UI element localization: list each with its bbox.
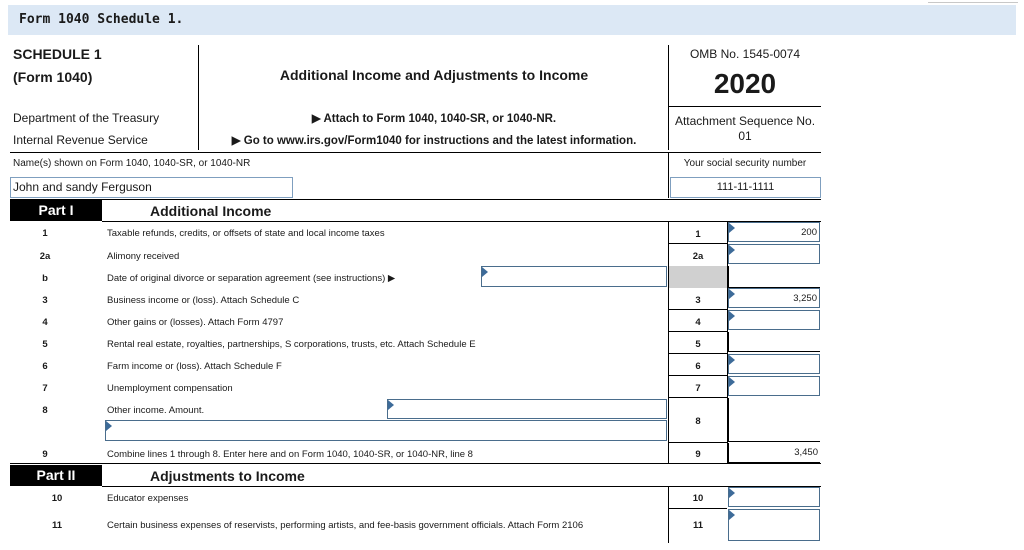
box-rule xyxy=(669,442,727,443)
line-3-amount[interactable]: 3,250 xyxy=(728,288,820,308)
line-box-number: 5 xyxy=(695,339,701,350)
line-number: b xyxy=(42,273,48,284)
line-10-amount[interactable] xyxy=(728,487,820,507)
column-divider xyxy=(668,487,669,543)
line-9-amount: 3,450 xyxy=(728,443,820,463)
line-box-number: 4 xyxy=(695,317,701,328)
line-b-amount-shaded xyxy=(728,266,820,288)
box-rule xyxy=(669,331,727,332)
part2-title-rule xyxy=(102,486,821,487)
line-1-amount[interactable]: 200 xyxy=(728,222,820,242)
field-marker-icon xyxy=(729,311,735,321)
form-label: (Form 1040) xyxy=(13,69,93,85)
field-marker-icon xyxy=(388,400,394,410)
box-rule xyxy=(669,508,727,509)
column-divider xyxy=(727,222,728,464)
goto-instruction: ▶ Go to www.irs.gov/Form1040 for instructions and the latest information. xyxy=(231,135,637,147)
part1-title-rule xyxy=(102,221,821,222)
irs-label: Internal Revenue Service xyxy=(13,133,148,147)
line-description: Other gains or (losses). Attach Form 4797 xyxy=(107,317,284,328)
box-rule xyxy=(669,309,727,310)
line-number: 11 xyxy=(51,520,63,531)
other-income-description-field[interactable] xyxy=(105,420,667,441)
line-box-number: 7 xyxy=(695,383,701,394)
field-marker-icon xyxy=(729,488,735,498)
field-marker-icon xyxy=(729,510,735,520)
box-rule xyxy=(669,397,727,398)
part1-title: Additional Income xyxy=(150,203,272,219)
line-description: Business income or (loss). Attach Schedule C xyxy=(107,295,300,306)
line-2a-amount[interactable] xyxy=(728,244,820,264)
tax-year: 2020 xyxy=(713,68,777,99)
ssn-field[interactable]: 111-11-1111 xyxy=(670,177,821,198)
form-title: Additional Income and Adjustments to Income xyxy=(279,67,589,83)
line-box-number: 8 xyxy=(695,416,701,427)
line-number: 6 xyxy=(42,361,48,372)
other-income-amount-field[interactable] xyxy=(387,399,667,419)
header-bottom-rule xyxy=(10,152,821,153)
column-divider xyxy=(668,222,669,464)
header-divider-left xyxy=(198,45,199,150)
name-ssn-divider xyxy=(668,153,669,198)
line-description: Alimony received xyxy=(107,251,180,262)
line-number: 7 xyxy=(42,383,48,394)
schedule-label: SCHEDULE 1 xyxy=(13,46,102,62)
page-title: Form 1040 Schedule 1. xyxy=(19,12,184,27)
line-description: Unemployment compensation xyxy=(107,383,233,394)
line-number: 9 xyxy=(42,449,48,460)
field-marker-icon xyxy=(729,289,735,299)
name-field[interactable]: John and sandy Ferguson xyxy=(10,177,293,198)
line-box-number: 2a xyxy=(692,251,704,262)
field-marker-icon xyxy=(729,245,735,255)
field-marker-icon xyxy=(729,355,735,365)
field-marker-icon xyxy=(482,267,488,277)
part1-top-rule xyxy=(10,199,821,200)
line-4-amount[interactable] xyxy=(728,310,820,330)
line-description: Date of original divorce or separation agreement (see instructions) ▶ xyxy=(107,273,396,284)
arrow-right-icon: ▶ xyxy=(311,113,324,125)
line-box-number: 10 xyxy=(692,493,704,504)
ssn-label: Your social security number xyxy=(683,158,807,169)
line-box-number: 6 xyxy=(695,361,701,372)
line-6-amount[interactable] xyxy=(728,354,820,374)
line-box-number: 9 xyxy=(695,449,701,460)
arrow-right-icon: ▶ xyxy=(231,135,244,147)
line-description: Combine lines 1 through 8. Enter here and on Form 1040, 1040-SR, or 1040-NR, line 8 xyxy=(107,449,473,460)
line-8-amount[interactable] xyxy=(728,398,820,442)
part2-title: Adjustments to Income xyxy=(150,468,305,484)
divorce-date-field[interactable] xyxy=(481,266,667,287)
box-rule xyxy=(669,243,727,244)
line-description: Rental real estate, royalties, partnerships, S corporations, trusts, etc. Attach Schedule E xyxy=(107,339,476,350)
line-number: 8 xyxy=(42,405,48,416)
box-rule xyxy=(669,353,727,354)
line-description: Other income. Amount. xyxy=(107,405,205,416)
part1-badge: Part I xyxy=(10,200,102,221)
line-number: 1 xyxy=(42,228,48,239)
line-number: 2a xyxy=(39,251,51,262)
part1-bottom-rule xyxy=(10,463,821,464)
line-5-amount[interactable] xyxy=(728,332,820,352)
line-description: Educator expenses xyxy=(107,493,189,504)
attachment-sequence: Attachment Sequence No. 01 xyxy=(674,114,816,143)
line-description: Farm income or (loss). Attach Schedule F xyxy=(107,361,282,372)
line-description: Certain business expenses of reservists, performing artists, and fee-basis government officials. Attach Form 2106 xyxy=(107,520,584,531)
omb-number: OMB No. 1545-0074 xyxy=(689,47,801,61)
line-7-amount[interactable] xyxy=(728,376,820,396)
line-box-number: 1 xyxy=(695,229,701,240)
line-number: 3 xyxy=(42,295,48,306)
shaded-cell xyxy=(669,266,727,288)
department-label: Department of the Treasury xyxy=(13,111,160,125)
year-divider xyxy=(669,106,821,107)
line-box-number: 11 xyxy=(692,520,704,531)
field-marker-icon xyxy=(729,377,735,387)
line-description: Taxable refunds, credits, or offsets of state and local income taxes xyxy=(107,228,385,239)
field-marker-icon xyxy=(729,223,735,233)
line-11-amount[interactable] xyxy=(728,509,820,541)
part2-badge: Part II xyxy=(10,465,102,486)
field-marker-icon xyxy=(106,421,112,431)
top-divider xyxy=(928,2,1018,3)
line-number: 10 xyxy=(51,493,63,504)
attach-instruction: ▶ Attach to Form 1040, 1040-SR, or 1040-NR. xyxy=(311,113,557,125)
name-label: Name(s) shown on Form 1040, 1040-SR, or 1040-NR xyxy=(13,158,251,169)
line-box-number: 3 xyxy=(695,295,701,306)
line-number: 5 xyxy=(42,339,48,350)
box-rule xyxy=(669,375,727,376)
line-number: 4 xyxy=(42,317,48,328)
